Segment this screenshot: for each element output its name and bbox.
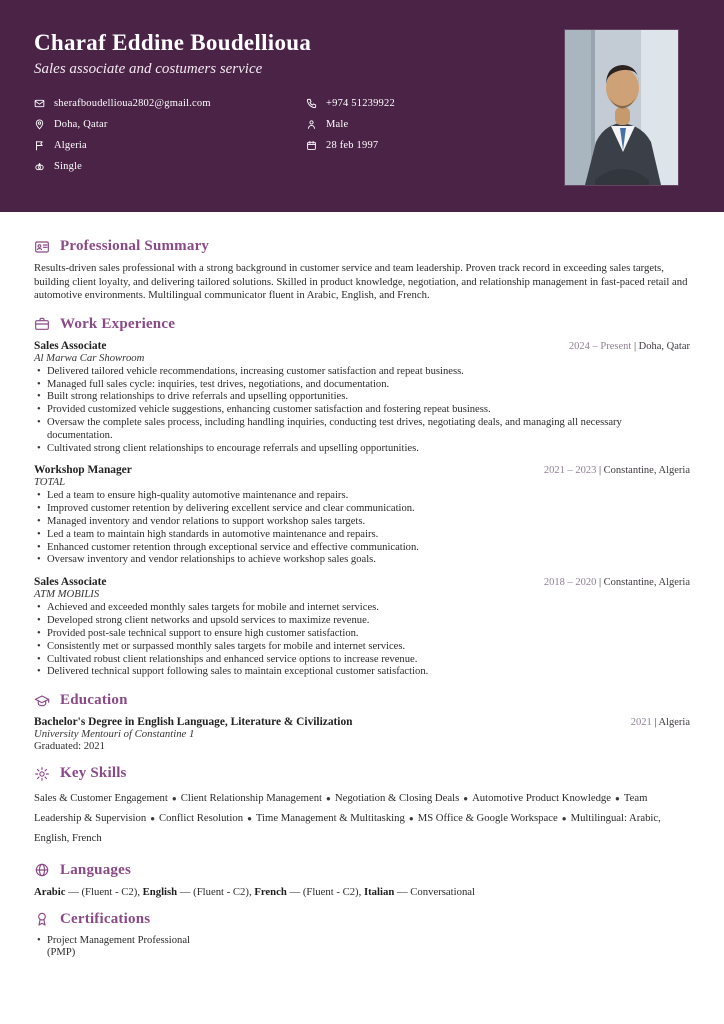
- job-meta: [544, 577, 690, 588]
- languages-list: [34, 886, 690, 898]
- flag-icon: [34, 140, 45, 151]
- contact-location-text: Doha, Qatar: [54, 119, 108, 130]
- language-name: English: [142, 885, 178, 898]
- education-meta: [631, 717, 690, 728]
- summary-text: Results-driven sales professional with a strong background in customer service and team leadership. Proven track record in exceeding sales targets, building client loyalty, and delivering tailored solutions. Skilled in product knowledge, negotiation, and relationship management in fast-paced retail and automotive environments. Multilingual communicator fluent in Arabic, English, and French.: [34, 262, 688, 302]
- experience-section-header: [34, 316, 690, 333]
- job-title-row: [34, 576, 690, 588]
- bullet-item: • Achieved and exceeded monthly sales targets for mobile and internet services.: [34, 602, 690, 615]
- job-title: Workshop Manager: [34, 464, 132, 477]
- skill-item: Automotive Product Knowledge ●: [472, 792, 624, 804]
- language-item: [34, 886, 143, 898]
- language-item: [143, 886, 255, 898]
- job-title: Sales Associate: [34, 339, 107, 352]
- summary-section-header: [34, 238, 690, 255]
- bullet-item: • Provided customized vehicle suggestions, enhancing customer satisfaction and fostering repeat business.: [34, 404, 690, 417]
- education-heading: Education: [60, 692, 128, 709]
- job-dates: 2024 – Present: [568, 340, 632, 352]
- id-card-icon: [34, 239, 50, 255]
- summary-heading: Professional Summary: [60, 238, 210, 254]
- skill-item: Time Management & Multitasking ●: [256, 812, 418, 824]
- contact-marital-text: Single: [54, 161, 83, 172]
- job-bullet-list: [34, 602, 690, 679]
- job-bullet-list: [34, 490, 690, 567]
- language-item: [364, 886, 475, 898]
- university-name: University Mentouri of Constantine 1: [34, 728, 195, 741]
- section-professional-summary: [34, 238, 690, 303]
- job-dates: 2018 – 2020: [543, 577, 597, 589]
- contact-email-text: sherafboudellioua2802@gmail.com: [54, 98, 211, 109]
- job-location: | Doha, Qatar: [633, 340, 690, 352]
- contact-nationality-text: Algeria: [54, 140, 87, 151]
- language-name: Italian: [363, 885, 395, 898]
- bullet-item: • Oversaw inventory and vendor relationships to achieve workshop sales goals.: [34, 554, 690, 567]
- medal-icon: [34, 911, 50, 927]
- bullet-item: • Managed inventory and vendor relations to support workshop sales targets.: [34, 516, 690, 529]
- rings-icon: [34, 161, 45, 172]
- calendar-icon: [306, 140, 317, 151]
- job-bullet-list: [34, 366, 690, 456]
- job-title-row: [34, 464, 690, 476]
- bullet-item: • Cultivated strong client relationships to encourage referrals and upselling opportunities.: [34, 443, 690, 456]
- section-languages: [34, 862, 690, 898]
- education-dates: 2021: [630, 717, 652, 729]
- language-level: — Conversational: [396, 885, 476, 898]
- job-meta: [544, 465, 690, 476]
- skill-item: Conflict Resolution ●: [159, 812, 256, 824]
- contact-phone: [306, 93, 395, 114]
- contact-gender: [306, 114, 395, 135]
- job-meta: [569, 341, 690, 352]
- contact-email: [34, 93, 306, 114]
- graduation-cap-icon: [34, 693, 50, 709]
- job-title: Sales Associate: [34, 576, 107, 589]
- language-name: Arabic: [34, 885, 66, 898]
- person-name: Charaf Eddine Boudellioua: [34, 30, 312, 55]
- language-item: [254, 886, 364, 898]
- skill-item: Client Relationship Management ●: [181, 792, 335, 804]
- contact-column-left: [34, 93, 306, 177]
- job-entry-2: [34, 464, 690, 567]
- language-level: — (Fluent - C2): [179, 885, 249, 898]
- job-location: | Constantine, Algeria: [598, 465, 690, 477]
- skills-list: [34, 789, 690, 848]
- section-work-experience: [34, 316, 690, 679]
- location-pin-icon: [34, 119, 45, 130]
- bullet-item: • Improved customer retention by delivering excellent service and clear communication.: [34, 503, 690, 516]
- skills-heading: Key Skills: [60, 765, 127, 782]
- bullet-item: • Enhanced customer retention through exceptional service and effective communication.: [34, 542, 690, 555]
- person-job-title: Sales associate and costumers service: [34, 61, 263, 77]
- bullet-item: • Developed strong client networks and upsold services to maximize revenue.: [34, 615, 690, 628]
- contact-column-right: [306, 93, 395, 177]
- degree-row: [34, 716, 690, 728]
- education-location: | Algeria: [654, 717, 690, 729]
- gear-icon: [34, 766, 50, 782]
- bullet-item: • Cultivated robust client relationships and enhanced service options to increase revenue.: [34, 654, 690, 667]
- company-name: ATM MOBILIS: [34, 588, 100, 601]
- profile-photo: [565, 30, 678, 185]
- education-section-header: [34, 692, 690, 709]
- company-name: Al Marwa Car Showroom: [34, 351, 145, 364]
- bullet-item: • Delivered tailored vehicle recommendations, increasing customer satisfaction and repeat business.: [34, 366, 690, 379]
- language-level: — (Fluent - C2): [289, 885, 359, 898]
- language-name: French: [254, 885, 287, 898]
- certification-item: • Project Management Professional (PMP): [34, 935, 214, 961]
- bullet-item: • Led a team to ensure high-quality automotive maintenance and repairs.: [34, 490, 690, 503]
- contact-birthdate-text: 28 feb 1997: [326, 140, 379, 151]
- skill-item: MS Office & Google Workspace ●: [418, 812, 571, 824]
- job-entry-3: [34, 576, 690, 679]
- bullet-item: • Built strong relationships to drive referrals and upselling opportunities.: [34, 391, 690, 404]
- job-entry-1: [34, 340, 690, 456]
- briefcase-icon: [34, 316, 50, 332]
- contact-marital-status: [34, 156, 306, 177]
- job-dates: 2021 – 2023: [543, 465, 597, 477]
- skill-item: Negotiation & Closing Deals ●: [335, 792, 472, 804]
- bullet-item: • Provided post-sale technical support to ensure high customer satisfaction.: [34, 628, 690, 641]
- section-key-skills: [34, 765, 690, 848]
- job-location: | Constantine, Algeria: [598, 577, 690, 589]
- bullet-item: • Delivered technical support following sales to maintain exceptional customer satisfaction.: [34, 666, 690, 679]
- bullet-item: • Managed full sales cycle: inquiries, test drives, negotiations, and documentation.: [34, 379, 690, 392]
- graduation-year: Graduated: 2021: [34, 741, 105, 753]
- section-education: [34, 692, 690, 752]
- degree-title: Bachelor's Degree in English Language, Literature & Civilization: [34, 716, 353, 729]
- contact-nationality: [34, 135, 306, 156]
- skill-item: Multilingual: Arabic, English, French: [34, 811, 661, 844]
- skill-item: Team Leadership & Supervision ●: [34, 792, 647, 824]
- certifications-list: [34, 935, 690, 961]
- company-name: TOTAL: [34, 476, 66, 489]
- language-level: — (Fluent - C2): [68, 885, 138, 898]
- bullet-item: • Consistently met or surpassed monthly sales targets for mobile and internet services.: [34, 641, 690, 654]
- bullet-item: • Led a team to maintain high standards in automotive maintenance and repairs.: [34, 529, 690, 542]
- header: [0, 0, 724, 212]
- job-title-row: [34, 340, 690, 352]
- certifications-heading: Certifications: [60, 910, 151, 927]
- skills-section-header: [34, 765, 690, 782]
- contact-phone-text: +974 51239922: [326, 98, 395, 109]
- experience-heading: Work Experience: [60, 315, 176, 332]
- contact-gender-text: Male: [326, 119, 349, 130]
- languages-heading: Languages: [60, 861, 131, 878]
- section-certifications: [34, 911, 690, 961]
- bullet-item: • Oversaw the complete sales process, including handling inquiries, conducting test drives, negotiating deals, and managing all necessary documentation.: [34, 417, 690, 443]
- contact-location: [34, 114, 306, 135]
- email-icon: [34, 98, 45, 109]
- skill-item: Sales & Customer Engagement ●: [34, 792, 181, 804]
- languages-section-header: [34, 862, 690, 879]
- phone-icon: [306, 98, 317, 109]
- resume-body: [0, 212, 724, 960]
- certifications-section-header: [34, 911, 690, 928]
- globe-icon: [34, 862, 50, 878]
- person-icon: [306, 119, 317, 130]
- contact-birthdate: [306, 135, 395, 156]
